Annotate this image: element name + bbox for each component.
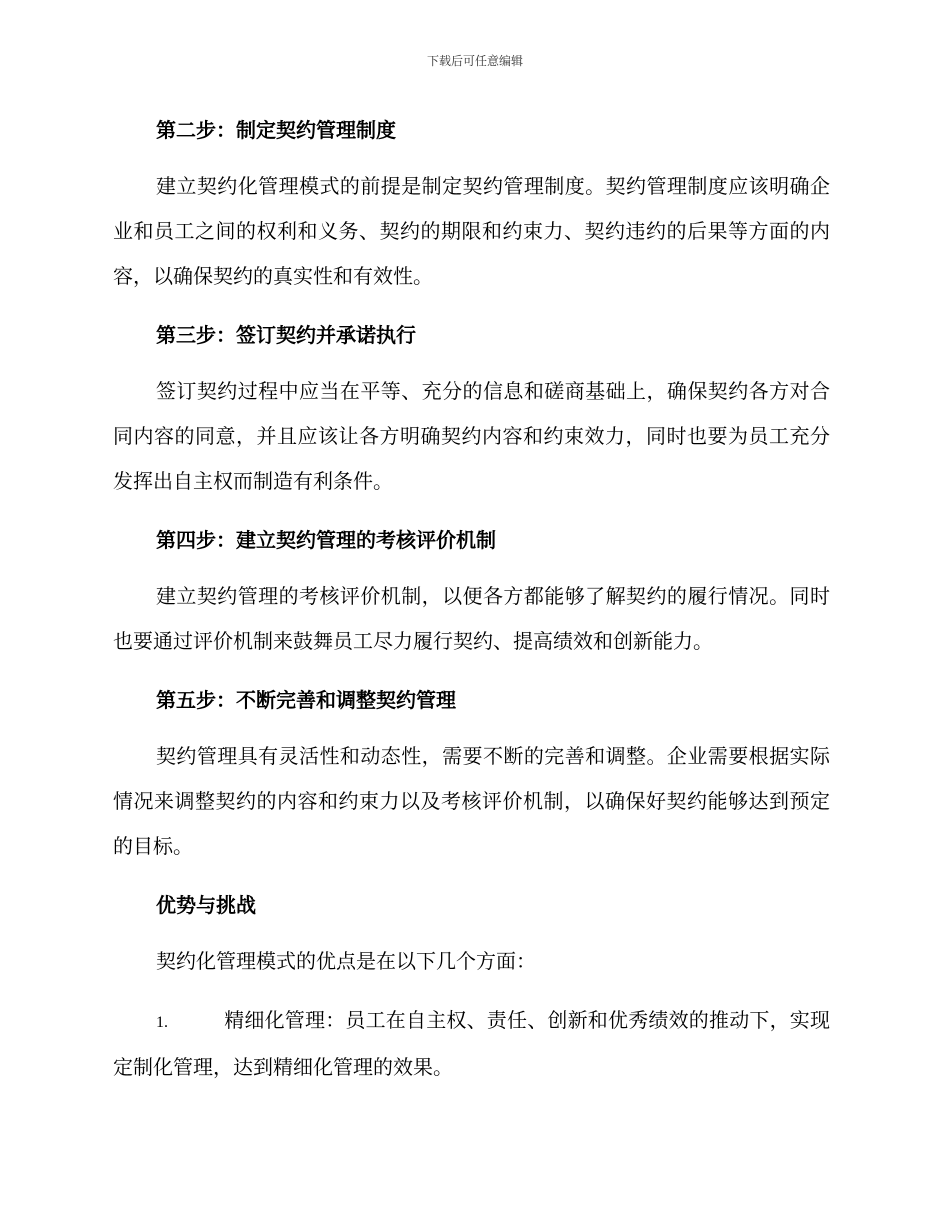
section-advantages: [113, 883, 830, 984]
section-step-3: [113, 313, 830, 504]
list-item: [113, 998, 830, 1090]
section-heading: 第三步：签订契约并承诺执行: [156, 323, 416, 347]
section-heading: 优势与挑战: [156, 893, 256, 917]
list-number: 1.: [156, 1014, 168, 1031]
section-paragraph: 契约管理具有灵活性和动态性，需要不断的完善和调整。企业需要根据实际情况来调整契约的内容和约束力以及考核评价机制，以确保好契约能够达到预定的目标。: [113, 744, 830, 858]
section-heading: 第五步：不断完善和调整契约管理: [156, 688, 456, 712]
section-paragraph: 契约化管理模式的优点是在以下几个方面：: [156, 949, 536, 973]
section-paragraph: 建立契约化管理模式的前提是制定契约管理制度。契约管理制度应该明确企业和员工之间的权利和义务、契约的期限和约束力、契约违约的后果等方面的内容，以确保契约的真实性和有效性。: [113, 174, 830, 288]
list-text: 精细化管理：员工在自主权、责任、创新和优秀绩效的推动下，实现定制化管理，达到精细化管理的效果。: [113, 1008, 830, 1079]
section-step-2: [113, 108, 830, 299]
document-body: [113, 108, 830, 1090]
section-paragraph: 建立契约管理的考核评价机制，以便各方都能够了解契约的履行情况。同时也要通过评价机制来鼓舞员工尽力履行契约、提高绩效和创新能力。: [113, 584, 830, 653]
section-step-5: [113, 678, 830, 869]
section-paragraph: 签订契约过程中应当在平等、充分的信息和磋商基础上，确保契约各方对合同内容的同意，并且应该让各方明确契约内容和约束效力，同时也要为员工充分发挥出自主权而制造有利条件。: [113, 379, 830, 493]
page-header: 下载后可任意编辑: [426, 54, 523, 68]
section-heading: 第四步：建立契约管理的考核评价机制: [156, 528, 496, 552]
section-heading: 第二步：制定契约管理制度: [156, 118, 396, 142]
section-step-4: [113, 518, 830, 664]
